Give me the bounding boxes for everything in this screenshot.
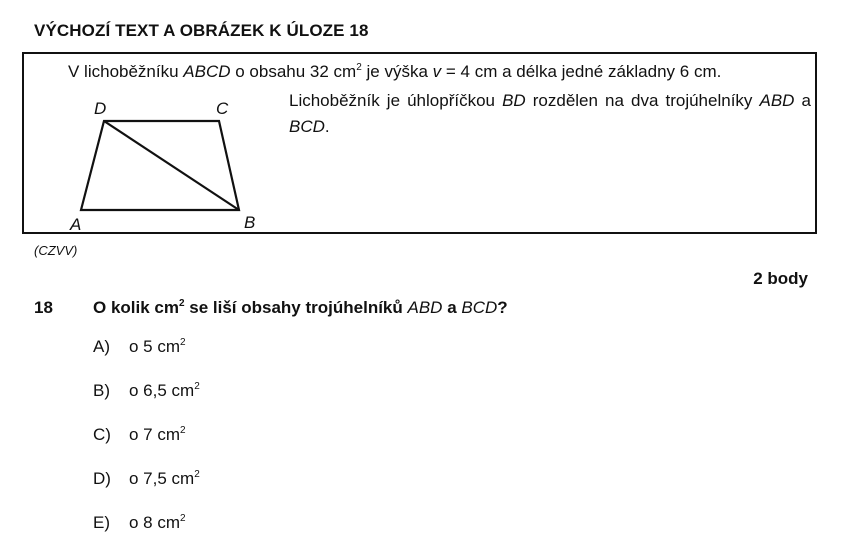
diagonal-bd bbox=[104, 121, 239, 210]
source-credit: (CZVV) bbox=[34, 243, 78, 258]
option-e[interactable] bbox=[93, 513, 186, 533]
points-label: 2 body bbox=[753, 269, 808, 288]
trapezoid-shape bbox=[81, 121, 239, 210]
option-sup: 2 bbox=[180, 337, 186, 348]
option-b[interactable] bbox=[93, 381, 200, 401]
question-part: a bbox=[442, 298, 462, 317]
question-bcd: BCD bbox=[461, 298, 498, 317]
option-d[interactable] bbox=[93, 469, 200, 489]
option-letter: D) bbox=[93, 469, 111, 488]
question-text bbox=[93, 298, 508, 318]
option-text: o 5 cm bbox=[129, 337, 181, 356]
option-c[interactable] bbox=[93, 425, 186, 445]
option-letter: A) bbox=[93, 337, 110, 356]
option-sup: 2 bbox=[194, 381, 200, 392]
para-bd: BD bbox=[502, 91, 526, 110]
intro-text bbox=[68, 62, 721, 82]
label-b: B bbox=[244, 213, 256, 232]
question-part: O kolik cm bbox=[93, 298, 179, 317]
para-part: Lichoběžník je úhlopříčkou bbox=[289, 91, 503, 110]
label-a: A bbox=[70, 215, 82, 234]
intro-part: V lichoběžníku bbox=[68, 62, 184, 81]
para-part: . bbox=[324, 117, 330, 136]
option-text: o 8 cm bbox=[129, 513, 181, 532]
intro-abcd: ABCD bbox=[183, 62, 231, 81]
para-part: rozdělen na dva trojúhelníky bbox=[525, 91, 760, 110]
intro-sup: 2 bbox=[356, 62, 362, 73]
trapezoid-figure bbox=[70, 92, 274, 234]
option-text: o 7 cm bbox=[129, 425, 181, 444]
section-heading: VÝCHOZÍ TEXT A OBRÁZEK K ÚLOZE 18 bbox=[34, 21, 369, 40]
option-sup: 2 bbox=[180, 425, 186, 436]
option-letter: E) bbox=[93, 513, 110, 532]
intro-part: o obsahu 32 cm bbox=[230, 62, 357, 81]
label-c: C bbox=[216, 99, 229, 118]
source-text-box bbox=[22, 52, 817, 234]
para-abd: ABD bbox=[759, 91, 795, 110]
para-bcd: BCD bbox=[289, 117, 325, 136]
option-sup: 2 bbox=[194, 469, 200, 480]
label-d: D bbox=[94, 99, 107, 118]
option-letter: C) bbox=[93, 425, 111, 444]
question-part: ? bbox=[497, 298, 508, 317]
para-part: a bbox=[794, 91, 811, 110]
option-sup: 2 bbox=[180, 513, 186, 524]
question-sup: 2 bbox=[178, 298, 185, 309]
question-abd: ABD bbox=[407, 298, 443, 317]
intro-v: v bbox=[432, 62, 442, 81]
question-number: 18 bbox=[34, 298, 53, 317]
intro-part: je výška bbox=[361, 62, 433, 81]
option-a[interactable] bbox=[93, 337, 186, 357]
option-text: o 7,5 cm bbox=[129, 469, 195, 488]
question-part: se liší obsahy trojúhelníků bbox=[184, 298, 408, 317]
option-letter: B) bbox=[93, 381, 110, 400]
description-paragraph bbox=[289, 88, 811, 140]
intro-part: = 4 cm a délka jedné základny 6 cm. bbox=[441, 62, 722, 81]
option-text: o 6,5 cm bbox=[129, 381, 195, 400]
